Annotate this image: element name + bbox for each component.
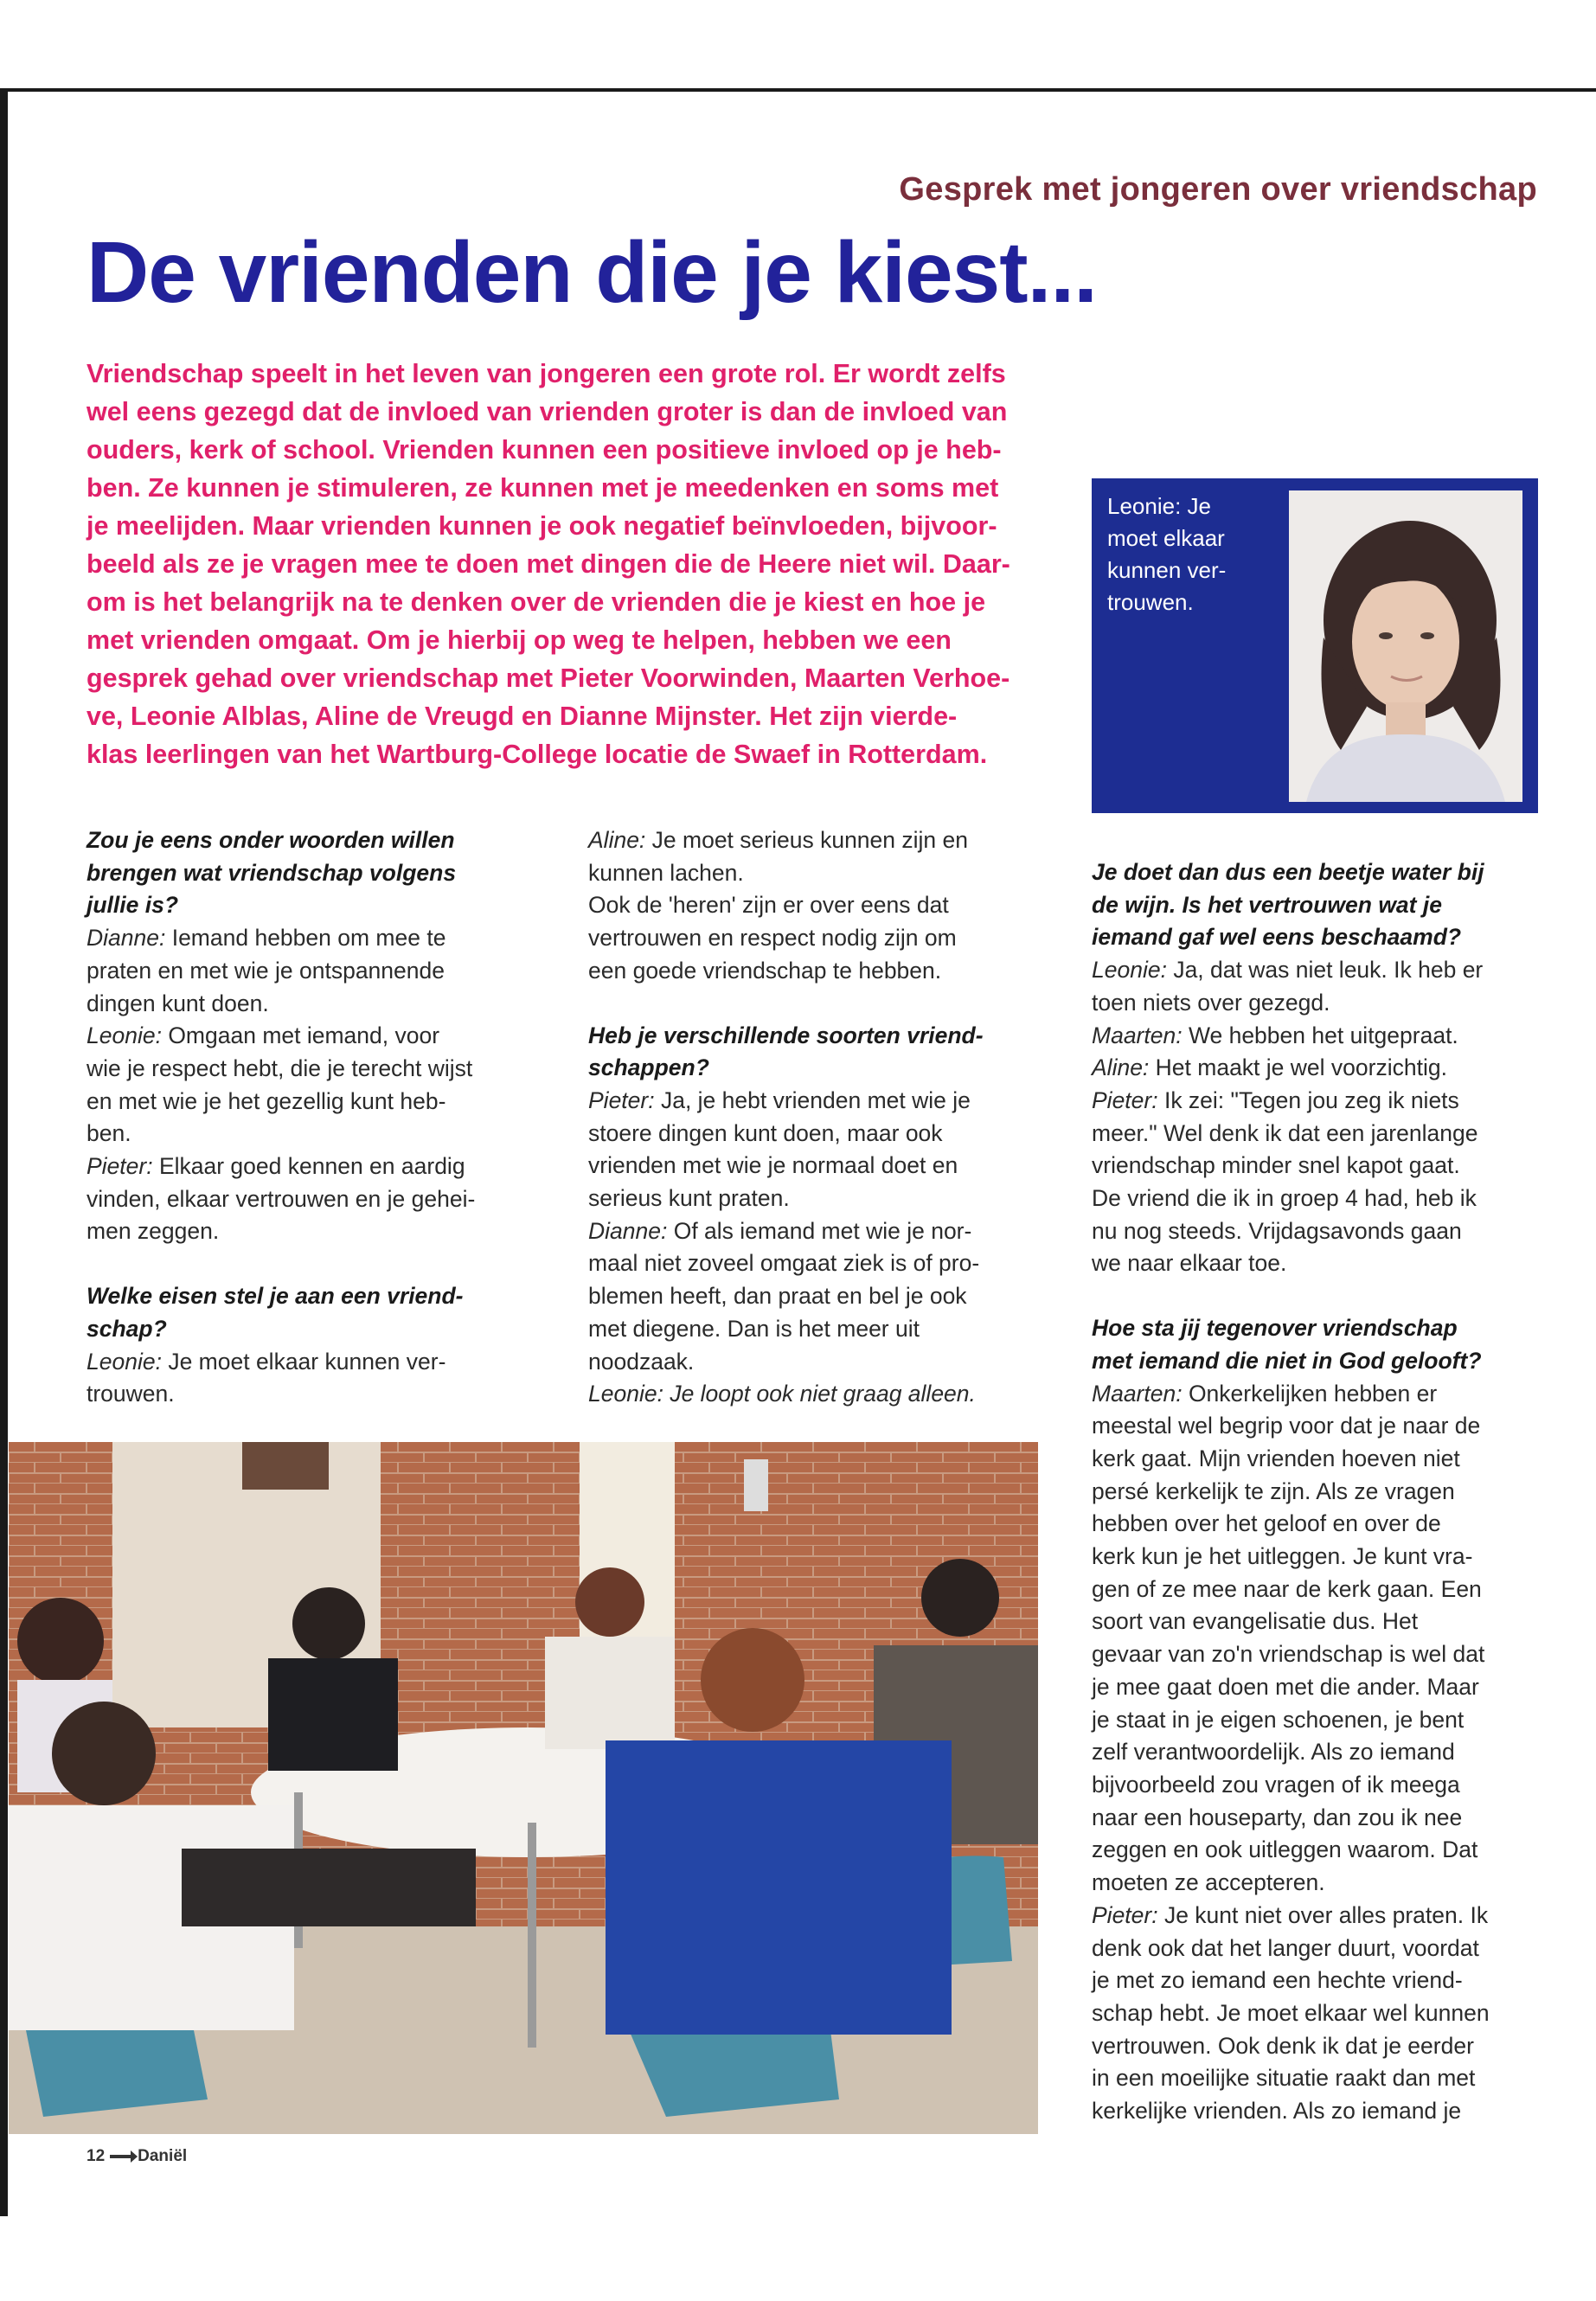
speaker-leonie: Leonie: — [588, 1381, 663, 1407]
question-heading: Heb je verschillende soorten vriend- — [588, 1022, 984, 1048]
text-column-1: Zou je eens onder woorden willen brengen wat vriendschap volgens jullie is? Dianne: Iemand hebben om mee te praten en met wie je ontspannende dingen kunt doen. Leonie: Omgaan met iemand, voor wie je respect hebt, die je terecht wijst en met wie je het gezellig kunt heb- ben. Pieter: Elkaar goed kennen en aardig vinden, elkaar vertrouwen en je gehei- men zeggen. Welke eisen stel je aan een vriend- schap? Leonie: Je moet elkaar kunnen ver- trouwen. — [87, 824, 536, 1411]
text-column-3: Je doet dan dus een beetje water bij de wijn. Is het vertrouwen wat je iemand gaf wel eens beschaamd? Leonie: Ja, dat was niet leuk. Ik heb er toen niets over gezegd. Maarten: We hebben het uitgepraat. Aline: Het maakt je wel voorzichtig. Pieter: Ik zei: "Tegen jou zeg ik niets meer." Wel denk ik dat een jarenlange vriendschap minder snel kapot gaat. De vriend die ik in groep 4 had, heb ik nu nog steeds. Vrijdagsavonds gaan we naar elkaar toe. Hoe sta jij tegenover vriendschap met iemand die niet in God gelooft? Maarten: Onkerkelijken hebben er meestal wel begrip voor dat je naar de kerk gaat. Mijn vrienden hoeven niet persé kerkelijk te zijn. Als ze vragen hebben over het geloof en over de kerk kun je het uitleggen. Je kunt vra- gen of ze mee naar de kerk gaan. Een soort van evangelisatie dus. Het gevaar van zo'n vriendschap is wel dat je mee gaat doen met die ander. Maar je staat in je eigen schoenen, je bent zelf verantwoordelijk. Als zo iemand bijvoorbeeld zou vragen of ik meega naar een houseparty, dan zou ik nee zeggen en ook uitleggen waarom. Dat moeten ze accepteren. Pieter: Je kunt niet over alles praten. Ik denk ook dat het langer duurt, voordat je met zo iemand een hechte vriend- schap hebt. Je moet elkaar wel kunnen vertrouwen. Ook denk ik dat je eerder in een moeilijke situatie raakt dan met kerkelijke vrienden. Als zo iemand je — [1092, 856, 1559, 2128]
speaker-pieter: Pieter: — [1092, 1901, 1158, 1928]
speaker-aline: Aline: — [588, 827, 646, 853]
article-kicker: Gesprek met jongeren over vriendschap — [899, 171, 1537, 208]
question-heading: Je doet dan dus een beetje water bij — [1092, 859, 1484, 885]
speaker-dianne: Dianne: — [588, 1217, 668, 1244]
page-footer — [87, 2147, 187, 2166]
speaker-aline: Aline: — [1092, 1054, 1150, 1081]
speaker-pieter: Pieter: — [87, 1153, 153, 1180]
text-column-2: Aline: Je moet serieus kunnen zijn en kunnen lachen. Ook de 'heren' zijn er over eens dat vertrouwen en respect nodig zijn om een goede vriendschap te hebben. Heb je verschillende soorten vriend- schappen? Pieter: Ja, je hebt vrienden met wie je stoere dingen kunt doen, maar ook vrienden met wie je normaal doet en serieus kunt praten. Dianne: Of als iemand met wie je nor- maal niet zoveel omgaat ziek is of pro- blemen heeft, dan praat en bel je ook met diegene. Dan is het meer uit noodzaak. Leonie: Je loopt ook niet graag alleen. — [588, 824, 1038, 1411]
arrow-icon — [110, 2155, 132, 2158]
speaker-dianne: Dianne: — [87, 925, 166, 952]
page-frame-left — [0, 88, 8, 2216]
speaker-leonie: Leonie: — [87, 1348, 162, 1375]
group-discussion-photo — [9, 1442, 1038, 2134]
speaker-pieter: Pieter: — [1092, 1086, 1158, 1113]
portrait-caption: Leonie: Je moet elkaar kunnen ver- trouwen. — [1107, 493, 1227, 615]
question-heading: Zou je eens onder woorden willen — [87, 827, 455, 853]
page-frame-top — [0, 88, 1596, 92]
speaker-leonie: Leonie: — [87, 1022, 162, 1049]
portrait-caption-box — [1092, 478, 1538, 813]
speaker-pieter: Pieter: — [588, 1086, 655, 1113]
speaker-maarten: Maarten: — [1092, 1380, 1183, 1407]
article-title: De vrienden die je kiest... — [87, 224, 1097, 321]
speaker-maarten: Maarten: — [1092, 1022, 1183, 1048]
intro-paragraph: Vriendschap speelt in het leven van jongeren een grote rol. Er wordt zelfs wel eens gezegd dat de invloed van vrienden groter is dan de invloed van ouders, kerk of school. Vrienden kunnen een positieve invloed op je heb- ben. Ze kunnen je stimuleren, ze kunnen met je meedenken en soms met je meelijden. Maar vrienden kunnen je ook negatief beïnvloeden, bijvoor- beeld als ze je vragen mee te doen met dingen die de Heere niet wil. Daar- om is het belangrijk na te denken over de vrienden die je kiest en hoe je met vrienden omgaat. Om je hierbij op weg te helpen, hebben we een gesprek gehad over vriendschap met Pieter Voorwinden, Maarten Verhoe- ve, Leonie Alblas, Aline de Vreugd en Dianne Mijnster. Het zijn vierde- klas leerlingen van het Wartburg-College locatie de Swaef in Rotterdam. — [87, 359, 1010, 769]
question-heading: Hoe sta jij tegenover vriendschap — [1092, 1315, 1458, 1342]
portrait-photo-leonie — [1289, 490, 1522, 802]
magazine-name: Daniël — [138, 2147, 188, 2165]
speaker-leonie: Leonie: — [1092, 957, 1167, 984]
page-number: 12 — [87, 2147, 106, 2165]
question-heading: Welke eisen stel je aan een vriend- — [87, 1283, 464, 1310]
